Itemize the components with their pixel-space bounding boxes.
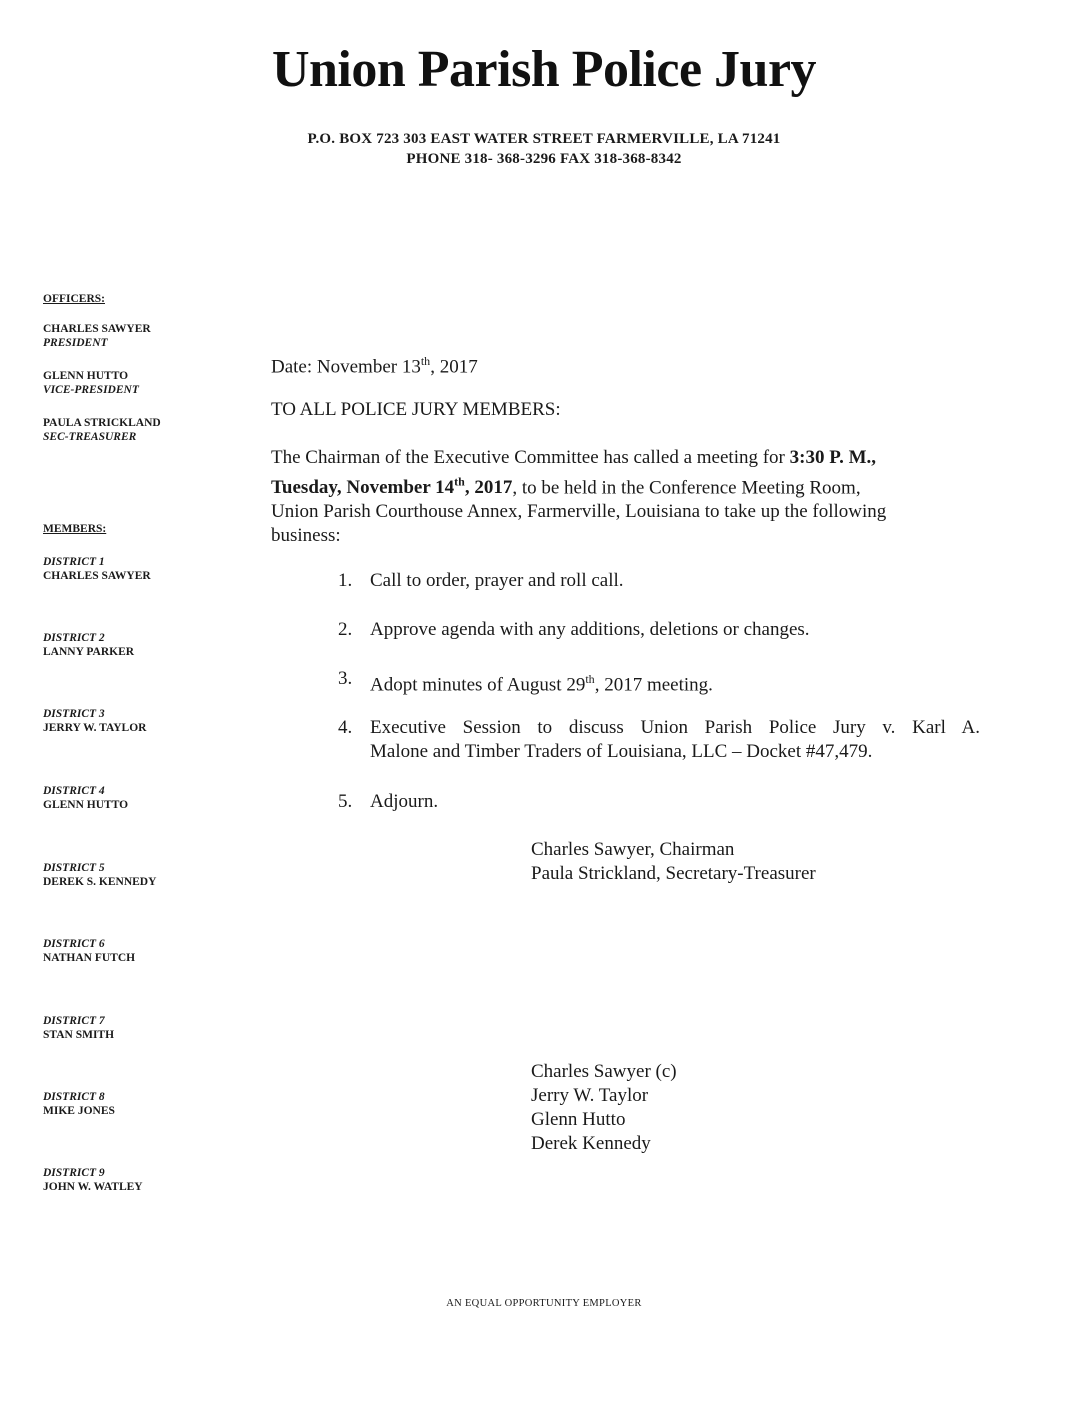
agenda-number: 1. — [338, 570, 353, 591]
member-district: DISTRICT 1 — [43, 556, 105, 568]
committee-member: Charles Sawyer (c) — [531, 1061, 677, 1082]
agenda-number: 3. — [338, 668, 353, 689]
footer-eoe: AN EQUAL OPPORTUNITY EMPLOYER — [446, 1298, 642, 1309]
member-district: DISTRICT 7 — [43, 1015, 105, 1027]
officer-role: PRESIDENT — [43, 337, 108, 349]
officer-role: SEC-TREASURER — [43, 431, 137, 443]
agenda-item — [338, 569, 988, 593]
member-name: DEREK S. KENNEDY — [43, 876, 157, 888]
officer-name: CHARLES SAWYER — [43, 323, 151, 335]
officer-entry — [43, 369, 139, 397]
committee-list — [531, 1060, 677, 1156]
member-name: STAN SMITH — [43, 1029, 115, 1041]
officer-entry — [43, 416, 161, 444]
member-name: JERRY W. TAYLOR — [43, 722, 147, 734]
agenda-text: Approve agenda with any additions, deletions or changes. — [370, 619, 810, 640]
member-name: CHARLES SAWYER — [43, 570, 151, 582]
member-district: DISTRICT 6 — [43, 938, 105, 950]
signature-chairman: Charles Sawyer, Chairman — [531, 839, 735, 860]
member-district: DISTRICT 2 — [43, 632, 105, 644]
member-district: DISTRICT 8 — [43, 1091, 105, 1103]
agenda-number: 4. — [338, 717, 353, 738]
member-name: GLENN HUTTO — [43, 799, 129, 811]
salutation: TO ALL POLICE JURY MEMBERS: — [271, 399, 561, 420]
member-entry — [43, 555, 151, 583]
member-name: LANNY PARKER — [43, 646, 135, 658]
agenda-item — [338, 618, 988, 642]
agenda-text: Adjourn. — [370, 791, 439, 812]
meeting-day: Tuesday, November 14th, 2017 — [271, 475, 513, 499]
member-entry — [43, 1014, 114, 1042]
member-entry — [43, 937, 135, 965]
letter-date: Date: November 13th, 2017 — [271, 354, 478, 378]
agenda-text: Adopt minutes of August 29th, 2017 meeting. — [370, 672, 713, 696]
agenda-text: Executive Session to discuss Union Parish Police Jury v. Karl A. Malone and Timber Traders of Louisiana, LLC – Docket #47,479. — [370, 717, 980, 762]
officer-entry — [43, 322, 151, 350]
members-section — [43, 522, 106, 536]
phone-line: PHONE 318- 368-3296 FAX 318-368-8342 — [406, 151, 682, 167]
agenda-number: 2. — [338, 619, 353, 640]
agenda-item — [338, 716, 988, 764]
committee-member: Derek Kennedy — [531, 1133, 651, 1154]
agenda-number: 5. — [338, 791, 353, 812]
officers-heading: OFFICERS: — [43, 293, 105, 305]
address-line: P.O. BOX 723 303 EAST WATER STREET FARMERVILLE, LA 71241 — [307, 131, 781, 147]
agenda-item — [338, 790, 988, 814]
officer-name: PAULA STRICKLAND — [43, 417, 161, 429]
member-entry — [43, 631, 134, 659]
officer-role: VICE-PRESIDENT — [43, 384, 139, 396]
meeting-paragraph: The Chairman of the Executive Committee has called a meeting for 3:30 P. M., Tuesday, November 14th, 2017, to be held in the Conference Meeting Room, Union Parish Courthouse Annex, Farmerville, Louisiana to take up the following business: — [271, 447, 887, 547]
agenda-item — [338, 667, 988, 697]
member-name: JOHN W. WATLEY — [43, 1181, 143, 1193]
sidebar — [43, 292, 105, 306]
member-district: DISTRICT 5 — [43, 862, 105, 874]
signature-secretary: Paula Strickland, Secretary-Treasurer — [531, 863, 816, 884]
member-entry — [43, 1166, 143, 1194]
members-heading: MEMBERS: — [43, 523, 107, 535]
committee-member: Jerry W. Taylor — [531, 1085, 649, 1106]
member-district: DISTRICT 4 — [43, 785, 105, 797]
member-entry — [43, 1090, 115, 1118]
officer-name: GLENN HUTTO — [43, 370, 129, 382]
member-district: DISTRICT 9 — [43, 1167, 105, 1179]
committee-member: Glenn Hutto — [531, 1109, 626, 1130]
member-name: MIKE JONES — [43, 1105, 115, 1117]
agenda-text: Call to order, prayer and roll call. — [370, 570, 624, 591]
member-district: DISTRICT 3 — [43, 708, 105, 720]
member-name: NATHAN FUTCH — [43, 952, 136, 964]
organization-title: Union Parish Police Jury — [271, 41, 817, 98]
member-entry — [43, 707, 146, 735]
signature-block — [531, 838, 816, 886]
member-entry — [43, 784, 128, 812]
member-entry — [43, 861, 156, 889]
